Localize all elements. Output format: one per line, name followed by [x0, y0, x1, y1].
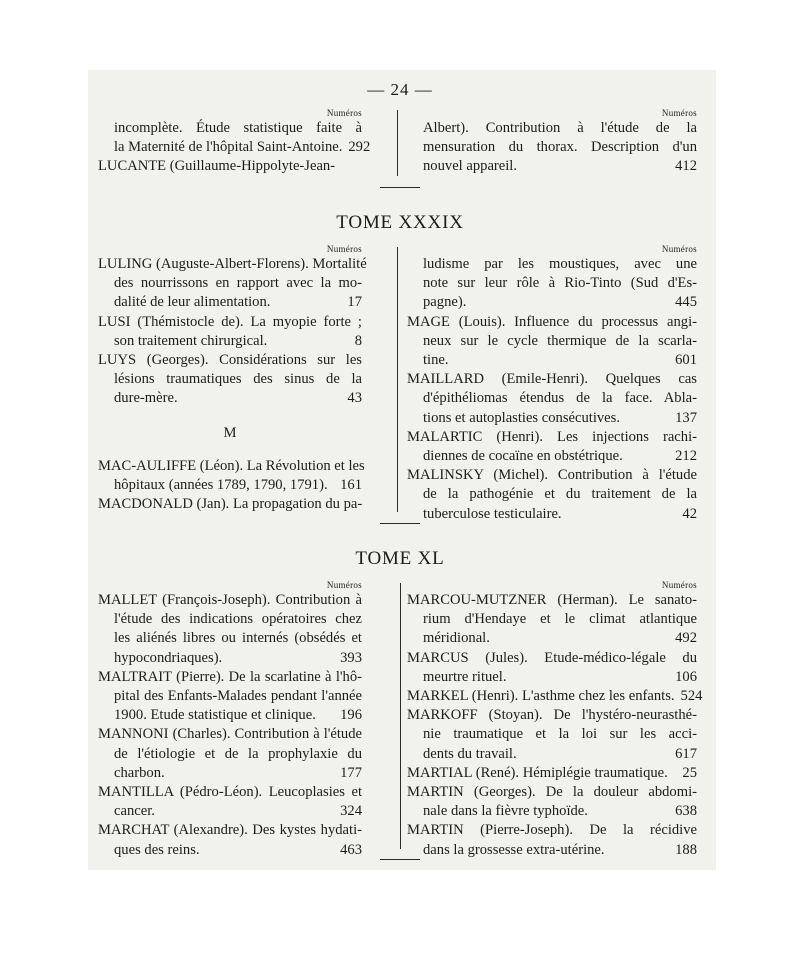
entry-line [98, 351, 362, 370]
section-separator [380, 187, 420, 188]
entry-text: l'étude des indications opératoires chez [114, 611, 362, 628]
page-reference-number: 638 [675, 803, 697, 820]
entry-text: rium d'Hendaye et le climat atlantique [423, 611, 697, 628]
entry-text: LUYS (Georges). Considérations sur les [98, 352, 362, 369]
entry-line [407, 447, 697, 466]
entry-line [407, 725, 697, 744]
entry-line [407, 370, 697, 389]
page-reference-number: 601 [675, 352, 697, 369]
entry-line [98, 389, 362, 408]
entry-line [98, 313, 362, 332]
alphabet-letter-heading: M [223, 424, 237, 441]
entry-text: tions et autoplasties consécutives. [423, 409, 620, 426]
index-entry [98, 591, 362, 668]
page-reference-number: 137 [675, 409, 697, 426]
entry-text: cancer. [114, 803, 155, 820]
numeros-label: Numéros [326, 580, 362, 590]
entry-text: LULING (Auguste-Albert-Florens). Mortalité [98, 256, 367, 272]
column-divider [400, 583, 401, 849]
index-entry [98, 495, 362, 514]
entry-text: de l'étiologie et de la prophylaxie du [114, 745, 362, 762]
page-reference-number: 42 [682, 505, 697, 522]
entry-text: diennes de cocaïne en obstétrique. [423, 448, 623, 465]
entry-text: MANTILLA (Pédro-Léon). Leucoplasies et [98, 784, 362, 801]
entry-text: les aliénés libres ou internés (obsédés et [114, 630, 362, 647]
index-entry [98, 157, 362, 176]
tome-xl-left-column [98, 580, 362, 860]
entry-text: tine. [423, 352, 449, 369]
entry-text: MARCHAT (Alexandre). Des kystes hydati- [98, 822, 362, 839]
column-divider [397, 110, 398, 176]
entry-line [98, 649, 362, 668]
entry-line [407, 687, 703, 706]
index-entry [407, 706, 697, 764]
tome-heading: TOME XXXIX [336, 212, 464, 233]
entry-line [407, 466, 697, 485]
page-reference-number: 393 [340, 649, 362, 666]
entry-line [98, 629, 362, 648]
page-reference-number: 617 [675, 745, 697, 762]
entry-line [407, 332, 697, 351]
entry-line [98, 687, 362, 706]
entry-line [407, 591, 697, 610]
entry-line [98, 610, 362, 629]
entry-line [407, 668, 697, 687]
entry-text: lésions traumatiques des sinus de la [114, 371, 362, 388]
entry-line [407, 821, 697, 840]
index-entry [407, 466, 697, 524]
entry-text: pital des Enfants-Malades pendant l'année [114, 688, 362, 705]
tome-heading: TOME XL [355, 548, 445, 569]
index-entry [98, 255, 367, 313]
entry-text: hôpitaux (années 1789, 1790, 1791). [114, 477, 328, 494]
entry-line [98, 370, 362, 389]
entry-text: des nourrissons en rapport avec la mo- [114, 275, 362, 292]
page-reference-number: 188 [675, 841, 697, 858]
entry-line [407, 783, 697, 802]
index-entry [98, 821, 362, 859]
section-continued-right-column [407, 108, 697, 177]
page-reference-number: 106 [675, 668, 697, 685]
entry-text: note sur leur rôle à Rio-Tinto (Sud d'Es- [423, 275, 697, 292]
entry-text: la Maternité de l'hôpital Saint-Antoine. [114, 139, 343, 156]
entry-text: 1900. Etude statistique et clinique. [114, 707, 316, 724]
entry-text: méridional. [423, 630, 490, 647]
entry-line [407, 255, 697, 274]
entry-line [407, 505, 697, 524]
index-entry [407, 428, 697, 466]
entry-line [407, 409, 697, 428]
tome-xxxix-left-column [98, 244, 367, 514]
index-entry [407, 370, 697, 428]
tome-xl-right-column [407, 580, 703, 860]
entry-line [407, 745, 697, 764]
entry-text: dalité de leur alimentation. [114, 294, 271, 311]
index-entry [98, 668, 362, 726]
entry-line [98, 476, 362, 495]
entry-text: d'épithéliomas étendus de la face. Abla- [423, 390, 697, 407]
page-reference-number: 492 [675, 630, 697, 647]
entry-line [407, 157, 697, 176]
entry-line [407, 293, 697, 312]
entry-text: MAILLARD (Emile-Henri). Quelques cas [407, 371, 697, 388]
numeros-label: Numéros [661, 580, 697, 590]
entry-line [98, 274, 362, 293]
entry-text: MANNONI (Charles). Contribution à l'étude [98, 726, 362, 743]
index-entry [98, 313, 362, 351]
entry-text: tuberculose testiculaire. [423, 505, 562, 522]
entry-text: incomplète. Étude statistique faite à [114, 120, 362, 136]
page-reference-number: 445 [675, 294, 697, 311]
entry-line [98, 293, 362, 312]
entry-line [98, 783, 362, 802]
entry-line [98, 457, 365, 476]
entry-text: son traitement chirurgical. [114, 332, 268, 349]
entry-line [98, 157, 362, 176]
entry-line [407, 610, 697, 629]
entry-line [98, 802, 362, 821]
entry-text: MARTIN (Georges). De la douleur abdomi- [407, 784, 697, 801]
entry-text: MAGE (Louis). Influence du processus angi- [407, 313, 697, 330]
entry-line [98, 706, 362, 725]
page-reference-number: 17 [347, 294, 362, 311]
entry-text: MARKOFF (Stoyan). De l'hystéro-neurasthé- [407, 707, 697, 724]
entry-line [407, 119, 697, 138]
index-entry [98, 783, 362, 821]
section-continued-left-column [98, 108, 371, 177]
entry-text: nouvel appareil. [423, 158, 518, 175]
index-entry [407, 821, 697, 859]
page-reference-number: 524 [680, 688, 703, 705]
entry-line [407, 706, 697, 725]
entry-line [98, 841, 362, 860]
entry-line [407, 274, 697, 293]
page-reference-number: 463 [340, 841, 362, 858]
entry-text: ludisme par les moustiques, avec une [423, 256, 697, 272]
entry-text: dents du travail. [423, 745, 517, 762]
entry-line [98, 255, 367, 274]
entry-line [98, 119, 362, 138]
entry-text: LUSI (Thémistocle de). La myopie forte ; [98, 313, 362, 330]
numeros-label: Numéros [661, 244, 697, 254]
page-reference-number: 412 [675, 158, 697, 175]
page-reference-number: 324 [340, 803, 362, 820]
page-reference-number: 196 [340, 707, 362, 724]
page-reference-number: 292 [348, 139, 371, 156]
entry-text: meurtre rituel. [423, 668, 507, 685]
entry-text: nie traumatique et la loi sur les acci- [423, 726, 697, 743]
entry-text: nale dans la fièvre typhoïde. [423, 803, 588, 820]
entry-line [407, 629, 697, 648]
entry-text: pagne). [423, 294, 467, 311]
entry-line [407, 764, 697, 783]
entry-text: neux sur le cycle thermique de la scarla- [423, 332, 697, 349]
page-reference-number: 161 [340, 477, 362, 494]
index-entry [407, 764, 697, 783]
index-entry [98, 725, 362, 783]
entry-line [98, 591, 362, 610]
entry-text: MARTIAL (René). Hémiplégie traumatique. [407, 764, 668, 781]
entry-line [98, 725, 362, 744]
entry-text: LUCANTE (Guillaume-Hippolyte-Jean- [98, 158, 336, 175]
entry-text: charbon. [114, 764, 165, 781]
entry-line [407, 802, 697, 821]
entry-line [407, 138, 697, 157]
entry-text: ques des reins. [114, 841, 200, 858]
tome-xxxix-right-column [407, 244, 697, 524]
index-entry [407, 119, 697, 177]
entry-text: MALTRAIT (Pierre). De la scarlatine à l'hô- [98, 668, 362, 685]
page-reference-number: 177 [340, 764, 362, 781]
index-entry [407, 783, 697, 821]
entry-line [98, 745, 362, 764]
index-entry [98, 351, 362, 409]
entry-text: MAC-AULIFFE (Léon). La Révolution et les [98, 457, 365, 474]
section-separator [380, 859, 420, 860]
entry-line [407, 389, 697, 408]
entry-text: MALLET (François-Joseph). Contribution à [98, 592, 362, 608]
entry-line [407, 649, 697, 668]
index-entry [407, 255, 697, 313]
numeros-label: Numéros [326, 108, 362, 118]
index-entry [98, 457, 365, 495]
numeros-label: Numéros [326, 244, 362, 254]
entry-text: MARTIN (Pierre-Joseph). De la récidive [407, 822, 697, 839]
column-divider [397, 247, 398, 512]
index-entry [407, 313, 697, 371]
entry-line [98, 495, 362, 514]
entry-line [407, 428, 697, 447]
index-entry [407, 687, 703, 706]
index-entry [407, 649, 697, 687]
entry-text: MARKEL (Henri). L'asthme chez les enfants. [407, 688, 675, 705]
entry-text: MARCOU-MUTZNER (Herman). Le sanato- [407, 592, 697, 608]
entry-line [98, 821, 362, 840]
entry-text: mensuration du thorax. Description d'un [423, 139, 697, 156]
entry-text: Albert). Contribution à l'étude de la [423, 120, 697, 136]
entry-text: MALARTIC (Henri). Les injections rachi- [407, 428, 697, 445]
page-reference-number: 43 [347, 390, 362, 407]
entry-line [407, 841, 697, 860]
entry-text: MACDONALD (Jan). La propagation du pa- [98, 496, 363, 513]
entry-text: MALINSKY (Michel). Contribution à l'étude [407, 467, 697, 484]
page-reference-number: 8 [354, 332, 362, 349]
entry-text: dure-mère. [114, 390, 178, 407]
entry-text: dans la grossesse extra-utérine. [423, 841, 605, 858]
page-reference-number: 25 [682, 764, 697, 781]
numeros-label: Numéros [661, 108, 697, 118]
entry-line [407, 485, 697, 504]
entry-line [407, 351, 697, 370]
entry-line [407, 313, 697, 332]
entry-line [98, 138, 371, 157]
entry-text: MARCUS (Jules). Etude-médico-légale du [407, 649, 697, 666]
section-separator [380, 523, 420, 524]
index-entry [98, 119, 371, 157]
entry-text: hypocondriaques). [114, 649, 223, 666]
entry-text: de la pathogénie et du traitement de la [423, 486, 697, 503]
entry-line [98, 668, 362, 687]
index-entry [407, 591, 697, 649]
page-reference-number: 212 [675, 448, 697, 465]
entry-line [98, 764, 362, 783]
page-number: — 24 — [367, 80, 433, 99]
entry-line [98, 332, 362, 351]
